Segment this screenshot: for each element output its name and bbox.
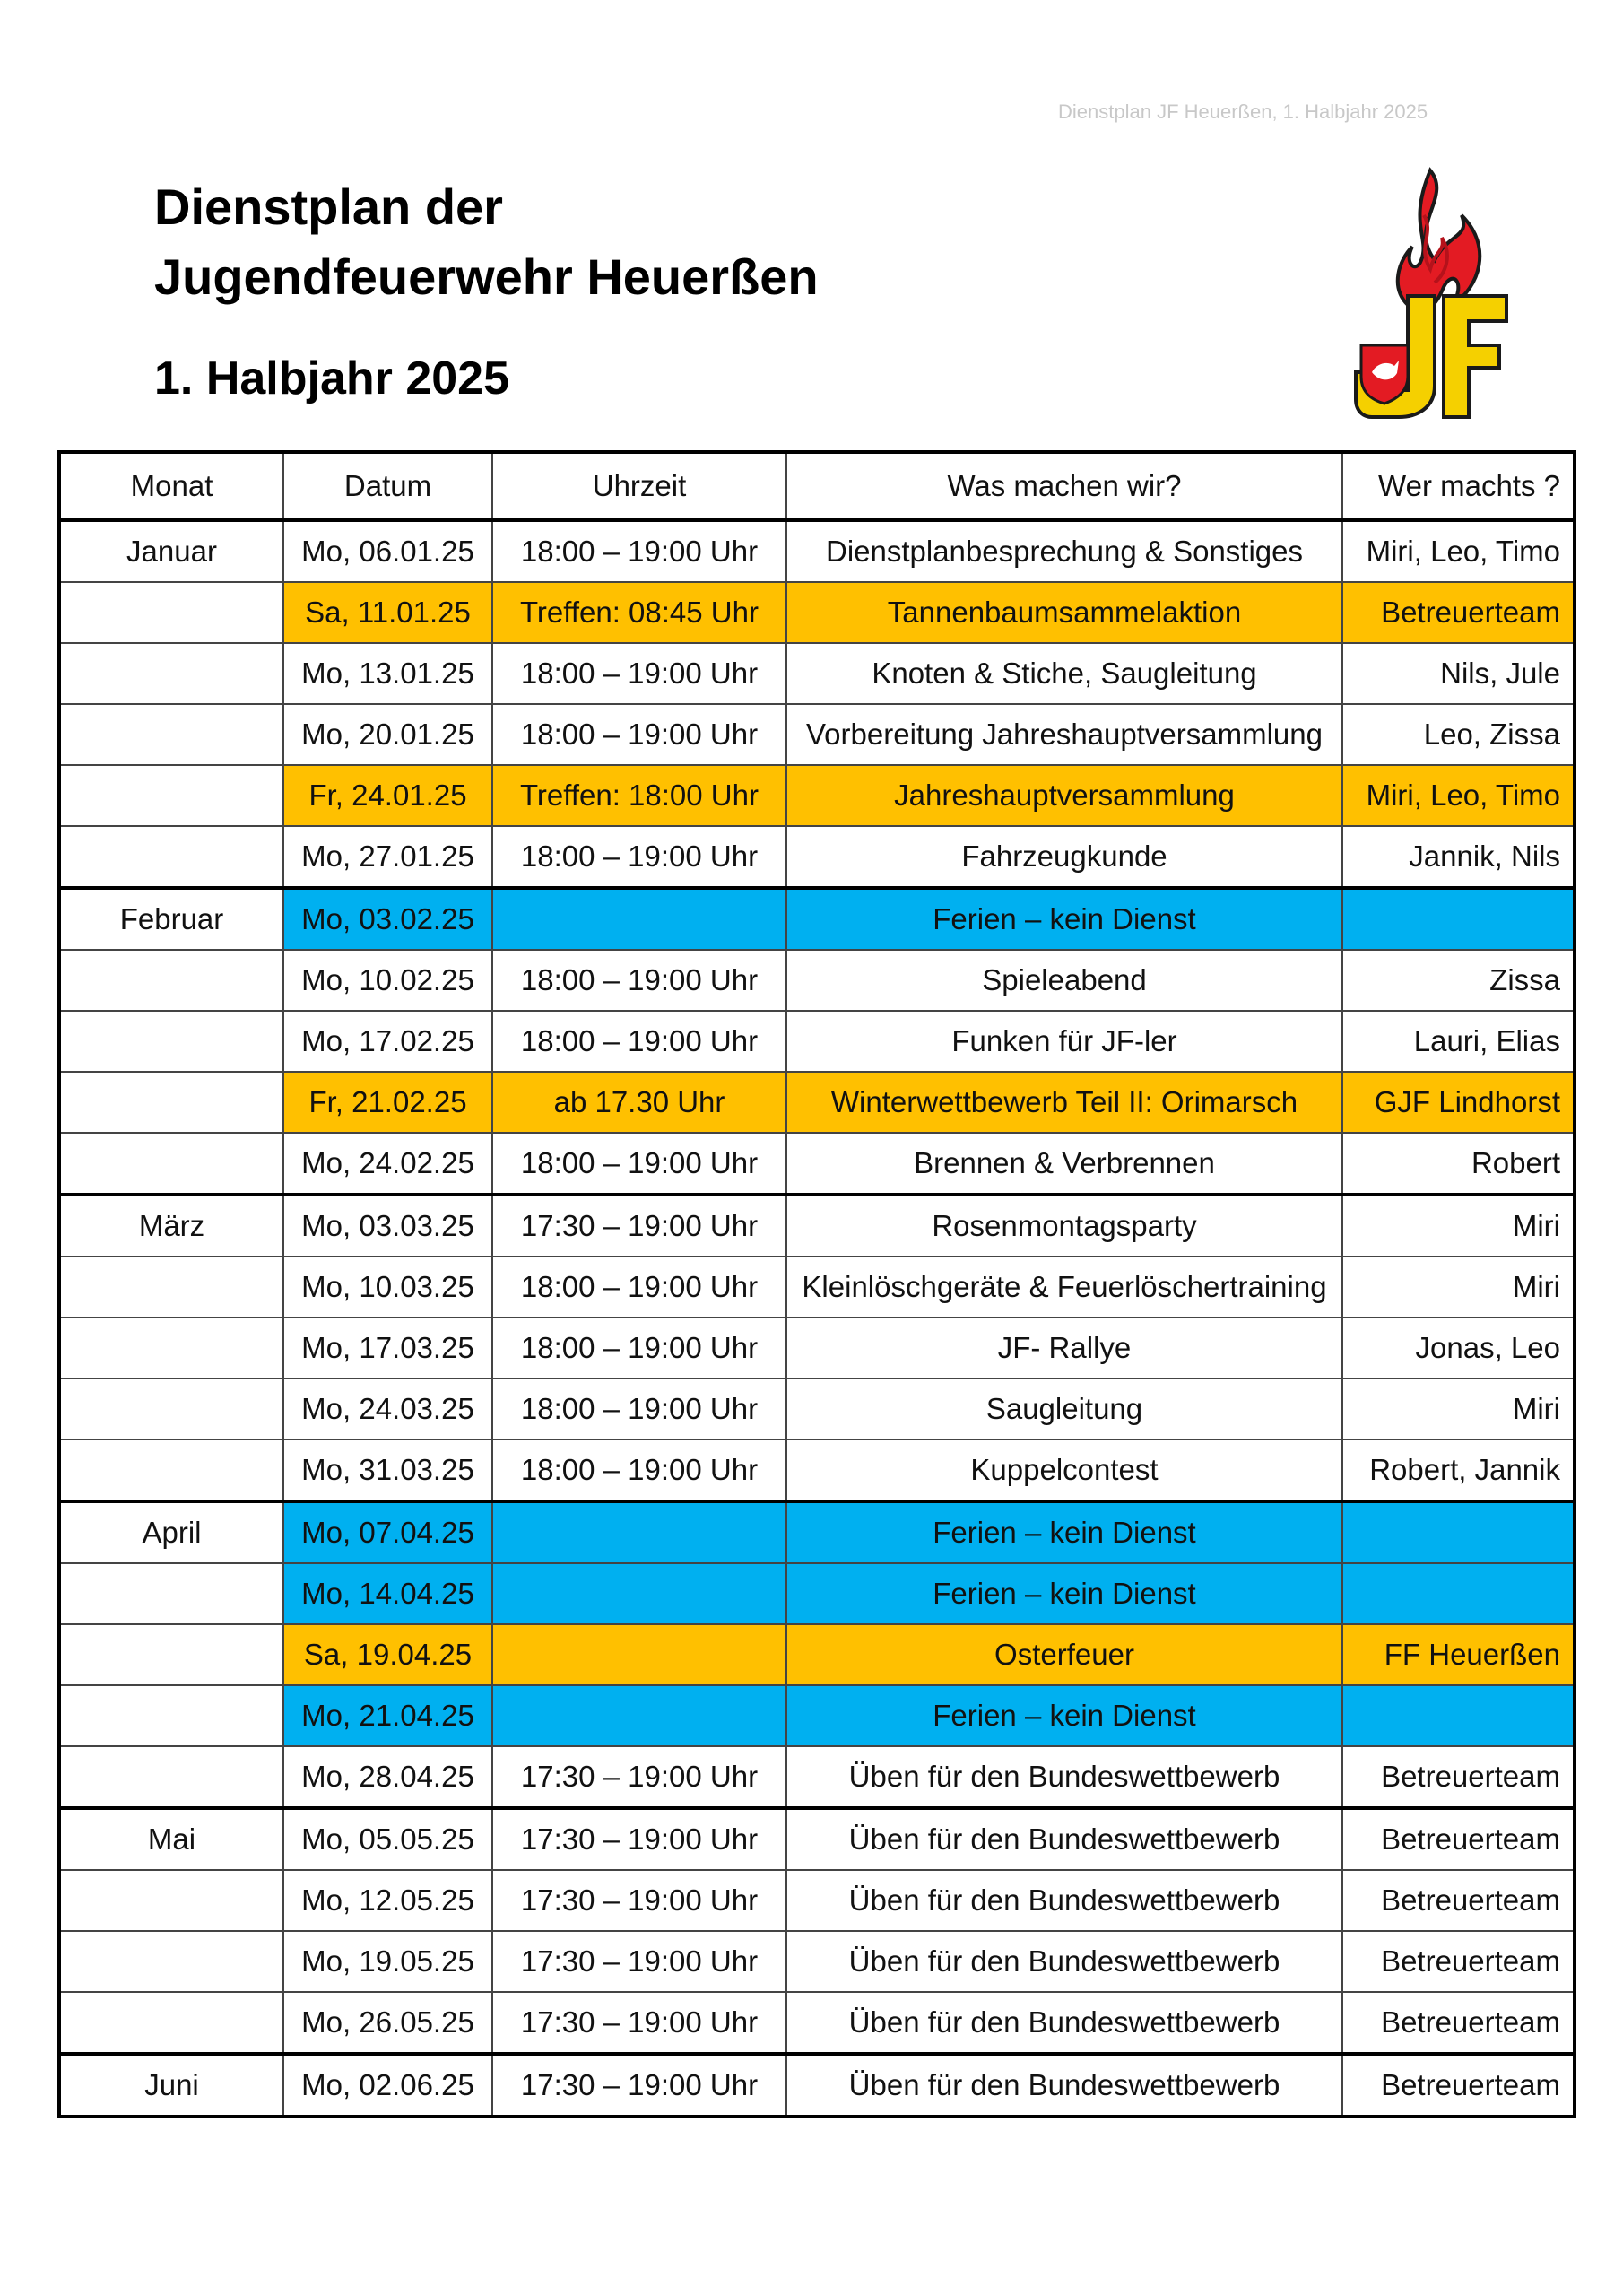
cell-was: Üben für den Bundeswettbewerb bbox=[786, 1746, 1342, 1808]
flame-shape bbox=[1398, 170, 1480, 311]
cell-was: JF- Rallye bbox=[786, 1318, 1342, 1378]
cell-wer: Leo, Zissa bbox=[1342, 704, 1575, 765]
cell-was: Üben für den Bundeswettbewerb bbox=[786, 1992, 1342, 2054]
cell-was: Jahreshauptversammlung bbox=[786, 765, 1342, 826]
cell-monat bbox=[59, 704, 283, 765]
cell-datum: Mo, 24.03.25 bbox=[283, 1378, 492, 1439]
cell-wer: Miri bbox=[1342, 1195, 1575, 1257]
table-row bbox=[59, 520, 1575, 582]
cell-uhrzeit: 17:30 – 19:00 Uhr bbox=[492, 1992, 786, 2054]
table-row bbox=[59, 1563, 1575, 1624]
cell-monat bbox=[59, 1133, 283, 1195]
table-row bbox=[59, 1195, 1575, 1257]
cell-datum: Mo, 31.03.25 bbox=[283, 1439, 492, 1501]
cell-uhrzeit: 18:00 – 19:00 Uhr bbox=[492, 520, 786, 582]
cell-monat bbox=[59, 1439, 283, 1501]
table-row bbox=[59, 765, 1575, 826]
cell-uhrzeit: 17:30 – 19:00 Uhr bbox=[492, 1931, 786, 1992]
page-subtitle: 1. Halbjahr 2025 bbox=[154, 352, 509, 404]
table-row bbox=[59, 1072, 1575, 1133]
cell-uhrzeit: Treffen: 18:00 Uhr bbox=[492, 765, 786, 826]
cell-uhrzeit: 18:00 – 19:00 Uhr bbox=[492, 1133, 786, 1195]
cell-was: Knoten & Stiche, Saugleitung bbox=[786, 643, 1342, 704]
cell-uhrzeit: 18:00 – 19:00 Uhr bbox=[492, 950, 786, 1011]
header-was: Was machen wir? bbox=[786, 452, 1342, 520]
title-line-1: Dienstplan der bbox=[154, 178, 503, 235]
cell-datum: Mo, 24.02.25 bbox=[283, 1133, 492, 1195]
cell-uhrzeit: 17:30 – 19:00 Uhr bbox=[492, 1808, 786, 1870]
cell-was: Ferien – kein Dienst bbox=[786, 888, 1342, 950]
cell-monat: Juni bbox=[59, 2054, 283, 2117]
cell-wer: FF Heuerßen bbox=[1342, 1624, 1575, 1685]
cell-uhrzeit: 17:30 – 19:00 Uhr bbox=[492, 1870, 786, 1931]
header-monat: Monat bbox=[59, 452, 283, 520]
cell-uhrzeit: 17:30 – 19:00 Uhr bbox=[492, 2054, 786, 2117]
header-uhrzeit: Uhrzeit bbox=[492, 452, 786, 520]
cell-datum: Mo, 06.01.25 bbox=[283, 520, 492, 582]
cell-uhrzeit: ab 17.30 Uhr bbox=[492, 1072, 786, 1133]
cell-wer: Miri bbox=[1342, 1378, 1575, 1439]
table-row bbox=[59, 1133, 1575, 1195]
cell-uhrzeit bbox=[492, 1501, 786, 1563]
table-row bbox=[59, 950, 1575, 1011]
cell-wer: Miri bbox=[1342, 1257, 1575, 1318]
cell-datum: Mo, 17.03.25 bbox=[283, 1318, 492, 1378]
cell-uhrzeit: 18:00 – 19:00 Uhr bbox=[492, 826, 786, 888]
cell-was: Ferien – kein Dienst bbox=[786, 1563, 1342, 1624]
table-row bbox=[59, 1870, 1575, 1931]
cell-wer: Robert, Jannik bbox=[1342, 1439, 1575, 1501]
jf-logo-icon bbox=[1345, 161, 1515, 422]
cell-wer: Miri, Leo, Timo bbox=[1342, 765, 1575, 826]
cell-monat bbox=[59, 1992, 283, 2054]
cell-uhrzeit: Treffen: 08:45 Uhr bbox=[492, 582, 786, 643]
table-row bbox=[59, 1746, 1575, 1808]
cell-datum: Mo, 19.05.25 bbox=[283, 1931, 492, 1992]
cell-datum: Mo, 14.04.25 bbox=[283, 1563, 492, 1624]
running-header: Dienstplan JF Heuerßen, 1. Halbjahr 2025 bbox=[1058, 100, 1428, 123]
table-row bbox=[59, 1931, 1575, 1992]
header-wer: Wer machts ? bbox=[1342, 452, 1575, 520]
cell-was: Tannenbaumsammelaktion bbox=[786, 582, 1342, 643]
cell-monat bbox=[59, 950, 283, 1011]
cell-datum: Mo, 27.01.25 bbox=[283, 826, 492, 888]
cell-monat bbox=[59, 826, 283, 888]
cell-wer: Betreuerteam bbox=[1342, 1746, 1575, 1808]
cell-uhrzeit bbox=[492, 1624, 786, 1685]
cell-datum: Mo, 28.04.25 bbox=[283, 1746, 492, 1808]
cell-was: Spieleabend bbox=[786, 950, 1342, 1011]
cell-monat bbox=[59, 1931, 283, 1992]
table-row bbox=[59, 1624, 1575, 1685]
cell-was: Üben für den Bundeswettbewerb bbox=[786, 1808, 1342, 1870]
cell-monat bbox=[59, 1624, 283, 1685]
cell-uhrzeit: 18:00 – 19:00 Uhr bbox=[492, 1439, 786, 1501]
cell-monat bbox=[59, 1685, 283, 1746]
cell-monat bbox=[59, 1318, 283, 1378]
cell-uhrzeit: 18:00 – 19:00 Uhr bbox=[492, 643, 786, 704]
cell-uhrzeit: 17:30 – 19:00 Uhr bbox=[492, 1746, 786, 1808]
table-row bbox=[59, 826, 1575, 888]
cell-wer bbox=[1342, 888, 1575, 950]
cell-datum: Mo, 07.04.25 bbox=[283, 1501, 492, 1563]
cell-monat bbox=[59, 1257, 283, 1318]
cell-wer: Betreuerteam bbox=[1342, 2054, 1575, 2117]
cell-wer bbox=[1342, 1563, 1575, 1624]
cell-monat: Januar bbox=[59, 520, 283, 582]
table-row bbox=[59, 1685, 1575, 1746]
cell-was: Dienstplanbesprechung & Sonstiges bbox=[786, 520, 1342, 582]
table-row bbox=[59, 1501, 1575, 1563]
cell-datum: Mo, 17.02.25 bbox=[283, 1011, 492, 1072]
cell-was: Üben für den Bundeswettbewerb bbox=[786, 1931, 1342, 1992]
cell-was: Kuppelcontest bbox=[786, 1439, 1342, 1501]
table-row bbox=[59, 1257, 1575, 1318]
cell-uhrzeit bbox=[492, 1563, 786, 1624]
table-row bbox=[59, 704, 1575, 765]
table-row bbox=[59, 1439, 1575, 1501]
cell-was: Ferien – kein Dienst bbox=[786, 1501, 1342, 1563]
cell-datum: Fr, 24.01.25 bbox=[283, 765, 492, 826]
page-title bbox=[154, 172, 819, 312]
table-row bbox=[59, 1318, 1575, 1378]
cell-monat bbox=[59, 1011, 283, 1072]
table-row bbox=[59, 643, 1575, 704]
cell-wer: Betreuerteam bbox=[1342, 1870, 1575, 1931]
cell-was: Funken für JF-ler bbox=[786, 1011, 1342, 1072]
cell-wer: Robert bbox=[1342, 1133, 1575, 1195]
table-row bbox=[59, 1992, 1575, 2054]
cell-wer: GJF Lindhorst bbox=[1342, 1072, 1575, 1133]
cell-uhrzeit: 18:00 – 19:00 Uhr bbox=[492, 1257, 786, 1318]
cell-datum: Fr, 21.02.25 bbox=[283, 1072, 492, 1133]
cell-uhrzeit: 18:00 – 19:00 Uhr bbox=[492, 704, 786, 765]
cell-uhrzeit: 18:00 – 19:00 Uhr bbox=[492, 1378, 786, 1439]
cell-uhrzeit bbox=[492, 1685, 786, 1746]
table-row bbox=[59, 888, 1575, 950]
cell-was: Fahrzeugkunde bbox=[786, 826, 1342, 888]
cell-wer: Betreuerteam bbox=[1342, 1808, 1575, 1870]
cell-wer: Miri, Leo, Timo bbox=[1342, 520, 1575, 582]
cell-was: Brennen & Verbrennen bbox=[786, 1133, 1342, 1195]
cell-datum: Mo, 10.02.25 bbox=[283, 950, 492, 1011]
cell-was: Saugleitung bbox=[786, 1378, 1342, 1439]
cell-wer bbox=[1342, 1501, 1575, 1563]
cell-monat bbox=[59, 765, 283, 826]
table-header-row bbox=[59, 452, 1575, 520]
cell-datum: Mo, 26.05.25 bbox=[283, 1992, 492, 2054]
table-row bbox=[59, 1011, 1575, 1072]
cell-was: Üben für den Bundeswettbewerb bbox=[786, 1870, 1342, 1931]
cell-monat bbox=[59, 1563, 283, 1624]
cell-datum: Mo, 12.05.25 bbox=[283, 1870, 492, 1931]
cell-monat bbox=[59, 1378, 283, 1439]
cell-datum: Mo, 13.01.25 bbox=[283, 643, 492, 704]
table-row bbox=[59, 582, 1575, 643]
cell-monat bbox=[59, 1870, 283, 1931]
cell-monat bbox=[59, 643, 283, 704]
cell-monat bbox=[59, 582, 283, 643]
cell-wer: Betreuerteam bbox=[1342, 1931, 1575, 1992]
cell-datum: Sa, 19.04.25 bbox=[283, 1624, 492, 1685]
cell-wer: Zissa bbox=[1342, 950, 1575, 1011]
cell-datum: Mo, 05.05.25 bbox=[283, 1808, 492, 1870]
cell-wer: Betreuerteam bbox=[1342, 582, 1575, 643]
cell-datum: Sa, 11.01.25 bbox=[283, 582, 492, 643]
cell-was: Winterwettbewerb Teil II: Orimarsch bbox=[786, 1072, 1342, 1133]
cell-was: Kleinlöschgeräte & Feuerlöschertraining bbox=[786, 1257, 1342, 1318]
title-line-2: Jugendfeuerwehr Heuerßen bbox=[154, 248, 819, 305]
cell-wer: Betreuerteam bbox=[1342, 1992, 1575, 2054]
cell-wer bbox=[1342, 1685, 1575, 1746]
table-row bbox=[59, 2054, 1575, 2117]
cell-datum: Mo, 03.03.25 bbox=[283, 1195, 492, 1257]
cell-datum: Mo, 20.01.25 bbox=[283, 704, 492, 765]
cell-was: Rosenmontagsparty bbox=[786, 1195, 1342, 1257]
cell-datum: Mo, 21.04.25 bbox=[283, 1685, 492, 1746]
cell-was: Üben für den Bundeswettbewerb bbox=[786, 2054, 1342, 2117]
cell-monat: April bbox=[59, 1501, 283, 1563]
header-datum: Datum bbox=[283, 452, 492, 520]
duty-schedule-table bbox=[57, 450, 1576, 2118]
cell-was: Osterfeuer bbox=[786, 1624, 1342, 1685]
cell-was: Vorbereitung Jahreshauptversammlung bbox=[786, 704, 1342, 765]
cell-monat: März bbox=[59, 1195, 283, 1257]
cell-monat bbox=[59, 1072, 283, 1133]
cell-wer: Jonas, Leo bbox=[1342, 1318, 1575, 1378]
letter-f bbox=[1444, 296, 1506, 417]
cell-datum: Mo, 03.02.25 bbox=[283, 888, 492, 950]
cell-monat: Februar bbox=[59, 888, 283, 950]
cell-wer: Jannik, Nils bbox=[1342, 826, 1575, 888]
cell-uhrzeit bbox=[492, 888, 786, 950]
cell-uhrzeit: 18:00 – 19:00 Uhr bbox=[492, 1011, 786, 1072]
cell-monat: Mai bbox=[59, 1808, 283, 1870]
table-row bbox=[59, 1808, 1575, 1870]
table-row bbox=[59, 1378, 1575, 1439]
cell-wer: Lauri, Elias bbox=[1342, 1011, 1575, 1072]
cell-datum: Mo, 10.03.25 bbox=[283, 1257, 492, 1318]
cell-wer: Nils, Jule bbox=[1342, 643, 1575, 704]
cell-monat bbox=[59, 1746, 283, 1808]
cell-uhrzeit: 18:00 – 19:00 Uhr bbox=[492, 1318, 786, 1378]
cell-was: Ferien – kein Dienst bbox=[786, 1685, 1342, 1746]
cell-uhrzeit: 17:30 – 19:00 Uhr bbox=[492, 1195, 786, 1257]
cell-datum: Mo, 02.06.25 bbox=[283, 2054, 492, 2117]
